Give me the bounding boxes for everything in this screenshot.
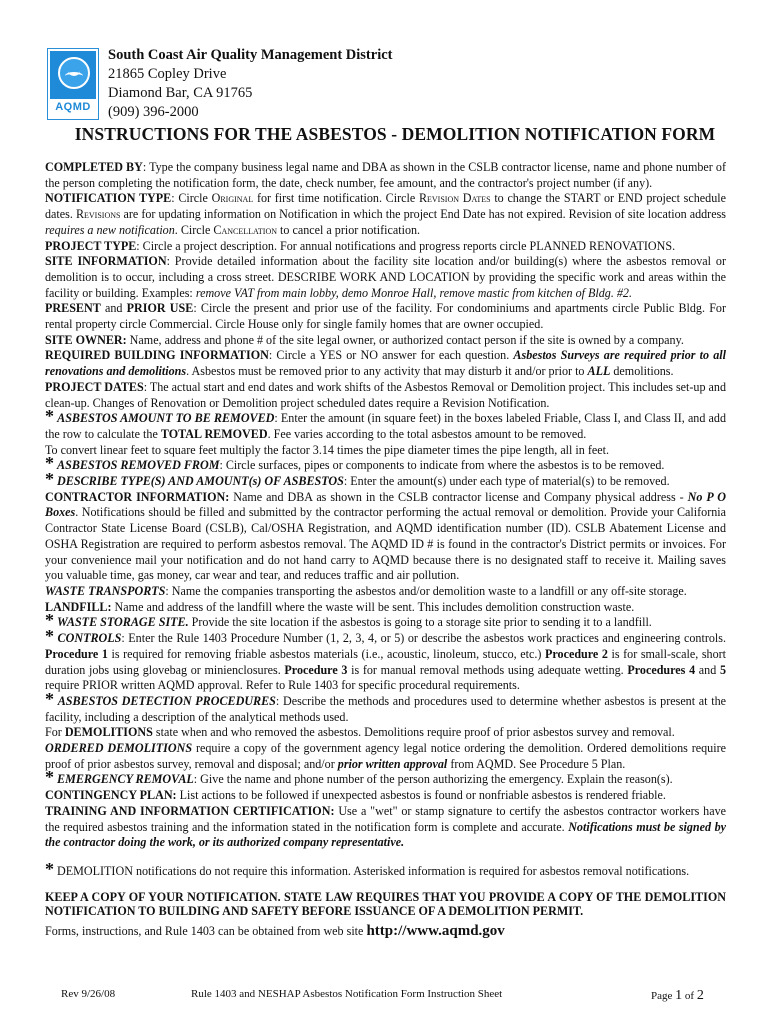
section-text: . Circle: [174, 222, 214, 237]
section-label: COMPLETED BY: [45, 160, 143, 174]
examples-text: remove VAT from main lobby, demo Monroe Hall, remove mastic from kitchen of Bldg. #2.: [195, 285, 633, 300]
section-label: CONTINGENCY PLAN:: [45, 788, 177, 803]
page-of: of: [682, 990, 697, 1002]
instructions-body: [45, 160, 726, 939]
site-owner-section: [45, 333, 726, 349]
section-text: . Asbestos must be removed prior to any activity that may disturb it and/or prior to: [186, 364, 588, 379]
section-label: DEMOLITIONS: [64, 725, 153, 740]
section-text: state when and who removed the asbestos. Demolitions require proof of prior asbestos survey and removal.: [152, 725, 675, 740]
section-label: LANDFILL:: [45, 599, 112, 614]
section-label: REQUIRED BUILDING INFORMATION: [45, 348, 269, 363]
section-label: SITE INFORMATION: [45, 254, 167, 269]
contingency-section: [45, 788, 726, 804]
asterisk-icon: *: [45, 626, 54, 647]
section-text: : Circle: [171, 191, 212, 206]
page-title: INSTRUCTIONS FOR THE ASBESTOS - DEMOLITION NOTIFICATION FORM: [74, 124, 716, 144]
asterisk-icon: *: [45, 453, 54, 474]
procedure-5-label: 5: [719, 662, 726, 677]
section-text: : Name the companies transporting the asbestos and/or demolition waste to a landfill or any off-site storage.: [165, 583, 687, 598]
emphasis-text: ALL: [587, 364, 611, 379]
asterisk-icon: *: [45, 688, 54, 709]
prior-approval-text: prior written approval: [337, 756, 448, 771]
asbestos-removed-from-section: [45, 453, 726, 474]
section-text: : Enter the amount (in square feet) in the boxes labeled Friable, Class I, and Class II, and add the row to calculate the: [45, 411, 726, 441]
section-text: Name and DBA as shown in the CSLB contractor license and Company physical address -: [229, 489, 688, 504]
section-label: ASBESTOS REMOVED FROM: [57, 458, 220, 473]
section-text: is required for removing friable asbestos materials (i.e., acoustic, linoleum, stucco, etc.): [107, 646, 545, 661]
section-label: WASTE STORAGE SITE.: [57, 615, 189, 630]
section-text: demolitions.: [610, 364, 674, 379]
procedure-4-label: Procedures 4: [627, 662, 696, 677]
total-removed-label: TOTAL REMOVED: [160, 426, 268, 441]
section-text: . Fee varies according to the total asbestos amount to be removed.: [267, 426, 587, 441]
surveys-required-text: Asbestos Surveys are required prior to all renovations and demolitions: [45, 348, 726, 379]
section-text: require a copy of the government agency legal notice ordering the demolition. Ordered demolitions require proof of prior asbestos survey, removal and disposal; and/or: [45, 741, 726, 771]
web-site-line: [45, 924, 726, 940]
city-address: Diamond Bar, CA 91765: [108, 85, 253, 101]
section-text: For: [45, 725, 65, 740]
section-text: : Circle a YES or NO answer for each question.: [268, 348, 514, 363]
section-label: WASTE TRANSPORTS: [45, 583, 166, 598]
page-label: Page: [651, 990, 676, 1002]
revision-date: Rev 9/26/08: [61, 988, 116, 1000]
option-revision-dates: Revision Dates: [418, 191, 491, 206]
project-dates-section: [45, 380, 726, 411]
section-label: ORDERED DEMOLITIONS: [45, 741, 193, 756]
aqmd-logo: [47, 48, 99, 120]
asterisk-note: [45, 858, 726, 880]
section-text: Name, address and phone # of the site legal owner, or authorized contact person if the site is owned by a company.: [126, 332, 684, 347]
asterisk-icon: *: [45, 767, 54, 788]
describe-types-section: [45, 469, 726, 490]
note-text: DEMOLITION notifications do not require this information. Asterisked information is required for asbestos removal notifications.: [54, 863, 690, 878]
section-text: List actions to be followed if unexpected asbestos is found or nonfriable asbestos is rendered friable.: [176, 788, 666, 803]
contractor-info-section: [45, 490, 726, 584]
section-label: EMERGENCY REMOVAL: [57, 772, 194, 787]
section-text: : Give the name and phone number of the person authorizing the emergency. Explain the reason(s).: [193, 772, 673, 787]
website-link[interactable]: http://www.aqmd.gov: [366, 922, 505, 939]
landfill-section: [45, 600, 726, 616]
section-label: PRESENT: [45, 301, 101, 316]
section-label: CONTRACTOR INFORMATION:: [45, 489, 230, 504]
footer-title: Rule 1403 and NESHAP Asbestos Notification Form Instruction Sheet: [191, 988, 503, 1000]
section-label: CONTROLS: [57, 631, 122, 646]
section-text: : Enter the Rule 1403 Procedure Number (1, 2, 3, 4, or 5) or describe the asbestos work practices and engineering controls.: [121, 631, 726, 646]
keep-copy-notice: KEEP A COPY OF YOUR NOTIFICATION. STATE LAW REQUIRES THAT YOU PROVIDE A COPY OF THE DEMOLITION NOTIFICATION TO BUILDING AND SAFETY BEFORE ISSUANCE OF A DEMOLITION PERMIT.: [45, 889, 726, 918]
address-block: [108, 46, 393, 122]
spacer: [45, 851, 726, 864]
notification-type-section: [45, 191, 726, 238]
section-text: are for updating information on Notification in which the project End Date has not expired. Revision of site location address: [120, 207, 726, 222]
section-text: from AQMD. See Procedure 5 Plan.: [447, 756, 626, 771]
procedure-2-label: Procedure 2: [545, 646, 608, 661]
asterisk-icon: *: [45, 610, 54, 631]
completed-by-section: [45, 160, 726, 191]
signature-requirement-text: Notifications must be signed by the contractor doing the work, or its authorized company representative.: [45, 819, 726, 850]
section-label: PROJECT DATES: [45, 379, 144, 394]
logo-text: AQMD: [55, 101, 91, 113]
section-text: : Type the company business legal name and DBA as shown in the CSLB contractor license, name and phone number of the person completing the notification form, the date, check number, fee amount, and the contractor's project number (if any).: [45, 160, 726, 190]
phone-number: (909) 396-2000: [108, 104, 199, 120]
section-label: ASBESTOS AMOUNT TO BE REMOVED: [57, 411, 275, 426]
asterisk-icon: *: [45, 858, 54, 879]
section-text: require PRIOR written AQMD approval. Refer to Rule 1403 for specific procedural requirements.: [45, 678, 520, 693]
asterisk-icon: *: [45, 469, 54, 490]
section-label: DESCRIBE TYPE(S) AND AMOUNT(s) OF ASBESTOS: [57, 474, 344, 489]
section-label: TRAINING AND INFORMATION CERTIFICATION:: [45, 803, 335, 818]
no-po-boxes-text: No P O Boxes: [45, 489, 726, 520]
section-text: : Provide detailed information about the facility site location and/or building(s) where the asbestos removal or demolition is to occur, including a cross street. DESCRIBE WORK AND LOCATION by providing the specific work and areas within the facility or building. Examples:: [45, 254, 726, 300]
street-address: 21865 Copley Drive: [108, 66, 227, 82]
waste-transports-section: [45, 584, 726, 600]
page-number: [651, 988, 704, 1004]
section-text: : Circle a project description. For annual notifications and progress reports circle PLANNED RENOVATIONS.: [136, 238, 676, 253]
section-text: for first time notification. Circle: [253, 191, 419, 206]
section-text: : Circle the present and prior use of the facility. For condominiums and apartments circle Public Bldg. For rental property circle Commercial. Circle House only for single family homes that are owner occupied.: [45, 301, 726, 332]
section-label: ASBESTOS DETECTION PROCEDURES: [57, 693, 276, 708]
waste-storage-section: [45, 610, 726, 631]
logo-square: [50, 51, 96, 99]
section-text: is for small-scale, short duration jobs using glovebag or minienclosures.: [45, 646, 727, 677]
present-prior-use-section: [45, 301, 726, 332]
section-text: : Describe the methods and procedures used to determine whether asbestos is present at the facility, including a description of the analytical methods used.: [45, 693, 726, 724]
section-label: NOTIFICATION TYPE: [45, 191, 172, 206]
section-text: : Enter the amount(s) under each type of material(s) to be removed.: [343, 474, 670, 489]
section-text: Name and address of the landfill where the waste will be sent. This includes demolition construction waste.: [111, 599, 635, 614]
letterhead: [47, 44, 727, 120]
section-text: : The actual start and end dates and work shifts of the Asbestos Removal or Demolition project. This includes set-up and clean-up. Changes of Renovation or Demolition project scheduled dates require a Revision Notification.: [45, 379, 726, 410]
section-text: : Circle surfaces, pipes or components to indicate from where the asbestos is to be removed.: [219, 458, 665, 473]
detection-section: [45, 688, 726, 725]
section-text: Provide the site location if the asbestos is going to a storage site prior to sending it to a landfill.: [188, 615, 652, 630]
conversion-text: To convert linear feet to square feet multiply the factor 3.14 times the pipe diameter times the pipe length, all in feet.: [45, 442, 610, 457]
section-label: SITE OWNER:: [45, 332, 127, 347]
section-label: PRIOR USE: [126, 301, 194, 316]
emphasis-text: requires a new notification: [45, 222, 175, 237]
controls-section: [45, 626, 727, 694]
section-text: . Notifications should be filled and submitted by the contractor performing the actual removal or demolition. Provide your California Contractor State License Board (CSLB), Cal/OSHA Registration, and AQMD identification number (ID). CSLB Abatement License and OSHA Registration are required to perform asbestos removal. The AQMD ID # is found in the contractor's District permits or invoices. For your convenience mail your notification and do not hand carry to AQMD because there is no designated staff to receive it. Mailing saves you valuable time, gas money, car wear and tear, and reduces traffic and air pollution.: [45, 505, 726, 583]
section-text: Use a "wet" or stamp signature to certify the asbestos contractor workers have the required asbestos training and the information stated in the notification form is complete and accurate.: [45, 803, 726, 834]
site-information-section: [45, 254, 726, 301]
asterisk-icon: *: [45, 406, 54, 427]
page-current: 1: [675, 988, 683, 1003]
page-total: 2: [696, 988, 704, 1003]
section-text: and: [695, 662, 720, 677]
option-cancellation: Cancellation: [213, 222, 278, 237]
section-text: is for manual removal methods using adequate wetting.: [347, 662, 628, 677]
procedure-1-label: Procedure 1: [45, 646, 108, 661]
emergency-section: [45, 767, 726, 788]
section-label: PROJECT TYPE: [45, 238, 137, 253]
asbestos-amount-section: [45, 406, 726, 458]
training-section: [45, 804, 726, 851]
web-text: Forms, instructions, and Rule 1403 can be obtained from web site: [45, 923, 367, 938]
section-text: to cancel a prior notification.: [277, 222, 421, 237]
section-text: and: [100, 301, 127, 316]
option-original: Original: [211, 191, 254, 206]
procedure-3-label: Procedure 3: [284, 662, 348, 677]
option-revisions: Revisions: [75, 207, 121, 222]
ordered-demolitions-section: [45, 741, 726, 772]
project-type-section: [45, 239, 726, 255]
section-text: to change the START or END project schedule dates.: [45, 191, 726, 222]
logo-emblem-icon: [58, 57, 90, 89]
org-name: South Coast Air Quality Management District: [108, 47, 393, 63]
required-building-info-section: [45, 348, 726, 379]
demolitions-section: [45, 725, 726, 741]
